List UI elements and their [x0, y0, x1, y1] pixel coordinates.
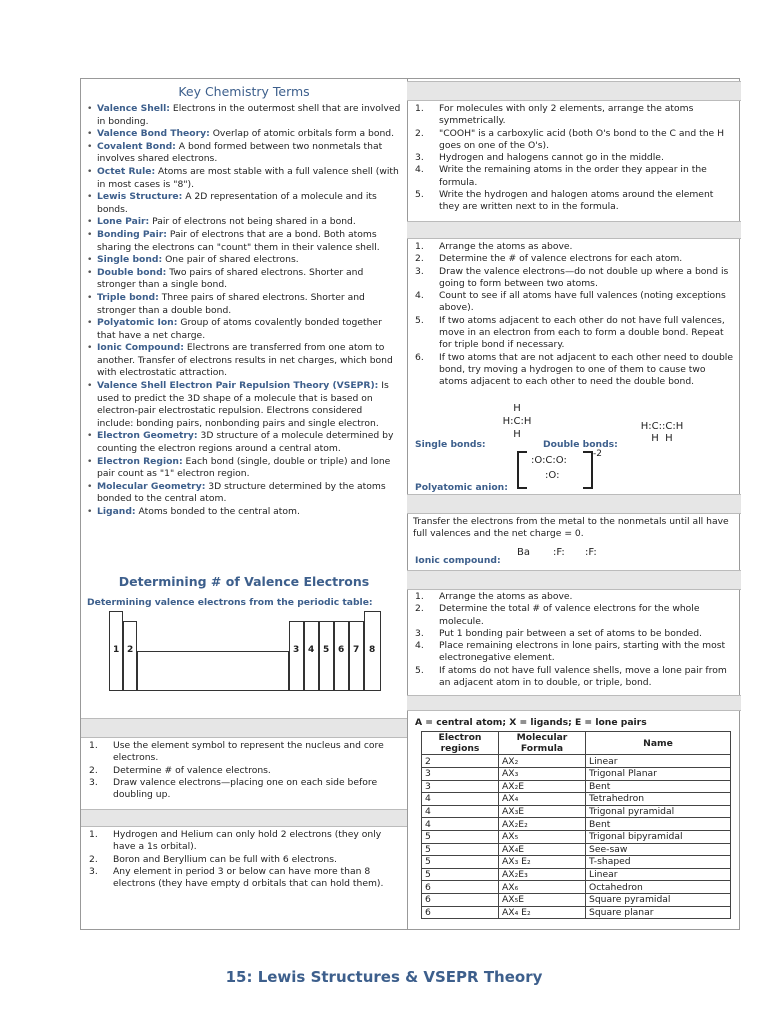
cell-molecular-formula: AX₃ E₂ — [499, 856, 586, 869]
cell-molecular-formula: AX₂ — [499, 755, 586, 768]
anion-bot: :O: — [545, 470, 560, 481]
term-definition: Two pairs of shared electrons. Shorter and stronger than a single bond. — [97, 266, 364, 291]
section-header-bar — [407, 570, 741, 590]
term-definition: 3D structure of a molecule determined by counting the electron regions around a central atom. — [97, 430, 394, 455]
group-label-3: 3 — [293, 645, 300, 655]
term-definition: Is used to predict the 3D shape of a molecule that is based on electron-pair electrostatic repulsion. Electrons considered include: bonding pairs, nonbonding pairs and single electron. — [97, 380, 389, 429]
step-text: For molecules with only 2 elements, arrange the atoms symmetrically. — [439, 103, 694, 127]
step-item — [413, 315, 735, 352]
double-bond-example — [627, 421, 697, 445]
cell-name: Octahedron — [586, 881, 731, 894]
term-definition: 3D structure determined by the atoms bonded to the central atom. — [97, 480, 386, 505]
single-bond-mid: H:C:H — [502, 416, 532, 427]
cell-molecular-formula: AX₅E — [499, 893, 586, 906]
cell-name: Square pyramidal — [586, 893, 731, 906]
step-item — [413, 241, 735, 253]
ionic-compound-label: Ionic compound: — [415, 555, 501, 566]
step-text: Arrange the atoms as above. — [439, 591, 573, 602]
ionic-f2: :F: — [585, 547, 597, 558]
table-row — [422, 830, 731, 843]
step-text: Draw the valence electrons—do not double up where a bond is going to form between two atoms. — [439, 265, 729, 289]
cell-name: Trigonal Planar — [586, 768, 731, 781]
step-item — [413, 103, 735, 128]
step-item — [413, 128, 735, 153]
step-item — [413, 152, 735, 164]
term-name: Polyatomic Ion: — [97, 317, 178, 329]
term-definition: Atoms are most stable with a full valence shell (with in most cases is "8"). — [97, 165, 399, 190]
term-item — [87, 506, 401, 519]
step-number: 1. — [89, 740, 98, 751]
step-number: 1. — [415, 103, 424, 114]
term-name: Single bond: — [97, 254, 163, 266]
valence-subtitle: Determining valence electrons from the periodic table: — [87, 597, 373, 608]
polyatomic-anion-label: Polyatomic anion: — [415, 482, 508, 493]
step-number: 6. — [415, 351, 424, 363]
term-definition: Group of atoms covalently bonded together that have a net charge. — [97, 317, 382, 341]
cell-electron-regions: 3 — [422, 768, 499, 781]
term-name: Triple bond: — [97, 291, 159, 303]
term-name: Electron Geometry: — [97, 430, 198, 442]
step-text: Determine the total # of valence electrons for the whole molecule. — [439, 603, 700, 627]
step-text: Put 1 bonding pair between a set of atoms to be bonded. — [439, 627, 702, 639]
step-text: If two atoms adjacent to each other do not have full valences, move in an electron from each to form a double bond. Repeat for triple bond if necessary. — [439, 314, 725, 351]
step-text: Determine # of valence electrons. — [113, 764, 271, 776]
table-row — [422, 755, 731, 768]
cell-electron-regions: 4 — [422, 818, 499, 831]
group-3-block — [289, 621, 304, 691]
step-text: Write the remaining atoms in the order they appear in the formula. — [439, 164, 707, 188]
valence-title: Determining # of Valence Electrons — [118, 574, 370, 589]
step-text: Hydrogen and Helium can only hold 2 electrons (they only have a 1s orbital). — [113, 829, 382, 853]
group-label-5: 5 — [323, 645, 330, 655]
table-row — [422, 768, 731, 781]
term-name: Ligand: — [97, 506, 136, 517]
group-label-6: 6 — [338, 645, 345, 655]
double-bonds-label: Double bonds: — [543, 439, 618, 450]
periodic-table-diagram — [109, 611, 381, 691]
term-name: Covalent Bond: — [97, 140, 176, 152]
cell-electron-regions: 4 — [422, 805, 499, 818]
step-number: 4. — [415, 290, 424, 302]
polyatomic-example — [517, 451, 607, 487]
term-name: Molecular Geometry: — [97, 480, 206, 492]
step-item — [413, 290, 735, 315]
page-footer-title: 15: Lewis Structures & VSEPR Theory — [225, 968, 543, 986]
table-row — [422, 893, 731, 906]
group-6-block — [334, 621, 349, 691]
table-row — [422, 843, 731, 856]
term-item — [87, 128, 401, 141]
step-text: Arrange the atoms as above. — [439, 241, 573, 252]
step-number: 1. — [415, 241, 424, 252]
step-number: 4. — [415, 164, 424, 176]
cell-electron-regions: 5 — [422, 868, 499, 881]
term-item — [87, 430, 401, 455]
term-item — [87, 317, 401, 342]
vsepr-header-row — [422, 732, 731, 755]
term-item — [87, 292, 401, 317]
ionic-description: Transfer the electrons from the metal to the nonmetals until all have full valences and the net charge = 0. — [413, 516, 729, 540]
step-item — [87, 777, 401, 802]
term-item — [87, 191, 401, 216]
cell-electron-regions: 6 — [422, 906, 499, 919]
anion-charge: -2 — [593, 449, 602, 459]
step-number: 1. — [415, 591, 424, 602]
term-definition: Each bond (single, double or triple) and lone pair count as "1" electron region. — [97, 455, 391, 480]
step-text: Write the hydrogen and halogen atoms around the element they are written next to in the formula. — [439, 189, 714, 213]
ionic-ba: Ba — [517, 547, 530, 558]
cell-name: Trigonal bipyramidal — [586, 830, 731, 843]
double-bond-mid: H:C::C:H — [640, 421, 684, 432]
term-definition: A bond formed between two nonmetals that involves shared electrons. — [97, 140, 383, 165]
term-definition: Electrons in the outermost shell that are involved in bonding. — [97, 103, 401, 127]
section-header-bar — [81, 718, 407, 738]
step-text: Place remaining electrons in lone pairs, starting with the most electronegative element. — [439, 640, 726, 664]
term-name: Valence Bond Theory: — [97, 128, 210, 140]
step-text: Count to see if all atoms have full valences (noting exceptions above). — [439, 290, 726, 314]
cell-name: Bent — [586, 780, 731, 793]
anion-mid: :O:C:O: — [531, 455, 567, 466]
term-definition: A 2D representation of a molecule and its bonds. — [97, 191, 377, 215]
step-number: 2. — [415, 253, 424, 265]
term-name: Valence Shell Electron Pair Repulsion Theory (VSEPR): — [97, 380, 379, 392]
step-item — [413, 189, 735, 214]
cell-electron-regions: 6 — [422, 881, 499, 894]
term-name: Lone Pair: — [97, 216, 150, 228]
cell-molecular-formula: AX₃E — [499, 805, 586, 818]
step-number: 3. — [89, 865, 98, 877]
section-header-bar — [81, 809, 407, 827]
step-number: 2. — [89, 764, 98, 776]
reference-sheet — [80, 78, 740, 930]
term-item — [87, 456, 401, 481]
section-header-bar — [407, 81, 741, 101]
cell-molecular-formula: AX₂E₂ — [499, 818, 586, 831]
group-4-block — [304, 621, 319, 691]
step-item — [87, 866, 401, 891]
cell-name: Trigonal pyramidal — [586, 805, 731, 818]
cell-molecular-formula: AX₅ — [499, 830, 586, 843]
step-text: Hydrogen and halogens cannot go in the middle. — [439, 152, 664, 164]
exceptions-steps — [87, 829, 401, 890]
vsepr-table — [421, 731, 731, 919]
term-definition: Three pairs of shared electrons. Shorter and stronger than a double bond. — [97, 291, 365, 316]
step-item — [87, 829, 401, 854]
header-electron-regions: Electron regions — [422, 732, 499, 755]
cell-molecular-formula: AX₃ — [499, 768, 586, 781]
table-row — [422, 793, 731, 806]
term-definition: Pair of electrons that are a bond. Both atoms sharing the electrons can "count" them in their valence shell. — [97, 228, 380, 253]
cell-name: T-shaped — [586, 856, 731, 869]
cell-electron-regions: 5 — [422, 856, 499, 869]
transition-block — [137, 651, 289, 691]
key-terms-title: Key Chemistry Terms — [178, 84, 310, 99]
table-row — [422, 856, 731, 869]
step-item — [87, 765, 401, 777]
right-column — [407, 79, 741, 929]
term-definition: Atoms bonded to the central atom. — [135, 506, 300, 517]
double-bond-bot: H H — [651, 433, 673, 444]
step-number: 2. — [415, 127, 424, 139]
step-text: "COOH" is a carboxylic acid (both O's bond to the C and the H goes on one of the O's). — [439, 127, 725, 151]
table-row — [422, 868, 731, 881]
step-number: 4. — [415, 640, 424, 652]
cell-electron-regions: 2 — [422, 755, 499, 768]
cell-molecular-formula: AX₄ E₂ — [499, 906, 586, 919]
term-item — [87, 141, 401, 166]
cell-electron-regions: 6 — [422, 893, 499, 906]
section-header-bar — [407, 695, 741, 711]
term-item — [87, 229, 401, 254]
left-column — [81, 79, 408, 929]
group-5-block — [319, 621, 334, 691]
step-text: If two atoms that are not adjacent to each other need to double bond, try moving a hydrogen to one of them to cause two atoms adjacent to each other to need the double bond. — [439, 351, 734, 388]
step-item — [413, 591, 735, 603]
step-text: Determine the # of valence electrons for each atom. — [439, 253, 683, 265]
step-number: 5. — [415, 314, 424, 326]
arrange-atoms-steps — [413, 103, 735, 214]
step-number: 3. — [415, 152, 424, 164]
group-label-8: 8 — [369, 645, 376, 655]
cell-electron-regions: 5 — [422, 830, 499, 843]
term-item — [87, 267, 401, 292]
step-number: 2. — [415, 603, 424, 615]
step-text: Any element in period 3 or below can have more than 8 electrons (they have empty d orbitals that can hold them). — [113, 865, 384, 890]
step-number: 1. — [89, 829, 98, 840]
table-row — [422, 780, 731, 793]
step-number: 3. — [415, 627, 424, 639]
term-item — [87, 166, 401, 191]
term-definition: Electrons are transferred from one atom to another. Transfer of electrons results in net charges, which bond with electrostatic attraction. — [97, 342, 393, 379]
term-definition: Pair of electrons not being shared in a bond. — [149, 216, 356, 228]
cell-name: See-saw — [586, 843, 731, 856]
step-item — [413, 640, 735, 665]
step-item — [87, 740, 401, 765]
dot-diagram-steps — [87, 740, 401, 801]
single-bond-bot: H — [513, 429, 521, 440]
group-label-7: 7 — [353, 645, 360, 655]
cell-name: Tetrahedron — [586, 793, 731, 806]
table-row — [422, 881, 731, 894]
term-item — [87, 380, 401, 430]
term-definition: Overlap of atomic orbitals form a bond. — [209, 128, 395, 140]
group-7-block — [349, 621, 364, 691]
group-label-2: 2 — [127, 645, 134, 655]
step-text: Boron and Beryllium can be full with 6 electrons. — [113, 853, 337, 865]
term-name: Double bond: — [97, 266, 167, 278]
header-molecular-formula: Molecular Formula — [499, 732, 586, 755]
key-terms-list — [87, 103, 401, 519]
section-header-bar — [407, 221, 741, 239]
step-number: 5. — [415, 664, 424, 676]
cell-electron-regions: 4 — [422, 793, 499, 806]
cell-molecular-formula: AX₂E₃ — [499, 868, 586, 881]
cell-name: Square planar — [586, 906, 731, 919]
shared-electron-steps — [413, 591, 735, 689]
term-name: Valence Shell: — [97, 103, 170, 114]
table-row — [422, 805, 731, 818]
vsepr-legend: A = central atom; X = ligands; E = lone pairs — [415, 717, 647, 728]
group-label-1: 1 — [113, 645, 120, 655]
term-name: Bonding Pair: — [97, 228, 167, 240]
table-row — [422, 818, 731, 831]
cell-electron-regions: 5 — [422, 843, 499, 856]
step-item — [413, 164, 735, 189]
step-number: 3. — [89, 776, 98, 788]
cell-molecular-formula: AX₂E — [499, 780, 586, 793]
term-item — [87, 103, 401, 128]
table-row — [422, 906, 731, 919]
step-text: Use the element symbol to represent the nucleus and core electrons. — [113, 740, 384, 764]
cell-molecular-formula: AX₄E — [499, 843, 586, 856]
term-name: Lewis Structure: — [97, 191, 183, 203]
lewis-steps — [413, 241, 735, 389]
ionic-f1: :F: — [553, 547, 565, 558]
step-item — [413, 603, 735, 628]
term-item — [87, 216, 401, 229]
cell-name: Linear — [586, 755, 731, 768]
term-name: Electron Region: — [97, 455, 183, 467]
single-bond-example — [497, 403, 537, 440]
header-name: Name — [586, 732, 731, 755]
cell-electron-regions: 3 — [422, 780, 499, 793]
section-header-bar — [407, 494, 741, 514]
step-text: If atoms do not have full valence shells, move a lone pair from an adjacent atom in to double, or triple, bond. — [439, 664, 727, 689]
group-label-4: 4 — [308, 645, 315, 655]
single-bond-top: H — [513, 403, 521, 414]
step-number: 5. — [415, 189, 424, 201]
step-item — [413, 628, 735, 640]
term-definition: One pair of shared electrons. — [162, 254, 299, 266]
step-item — [413, 665, 735, 690]
step-item — [413, 352, 735, 389]
term-name: Ionic Compound: — [97, 342, 184, 354]
cell-molecular-formula: AX₆ — [499, 881, 586, 894]
step-text: Draw valence electrons—placing one on each side before doubling up. — [113, 776, 378, 801]
cell-name: Linear — [586, 868, 731, 881]
term-name: Octet Rule: — [97, 165, 156, 177]
step-item — [87, 854, 401, 866]
cell-name: Bent — [586, 818, 731, 831]
term-item — [87, 481, 401, 506]
step-number: 3. — [415, 265, 424, 277]
term-item — [87, 254, 401, 267]
group-2-block — [123, 621, 137, 691]
step-item — [413, 253, 735, 265]
cell-molecular-formula: AX₄ — [499, 793, 586, 806]
step-number: 2. — [89, 853, 98, 865]
step-item — [413, 266, 735, 291]
single-bonds-label: Single bonds: — [415, 439, 486, 450]
term-item — [87, 342, 401, 380]
